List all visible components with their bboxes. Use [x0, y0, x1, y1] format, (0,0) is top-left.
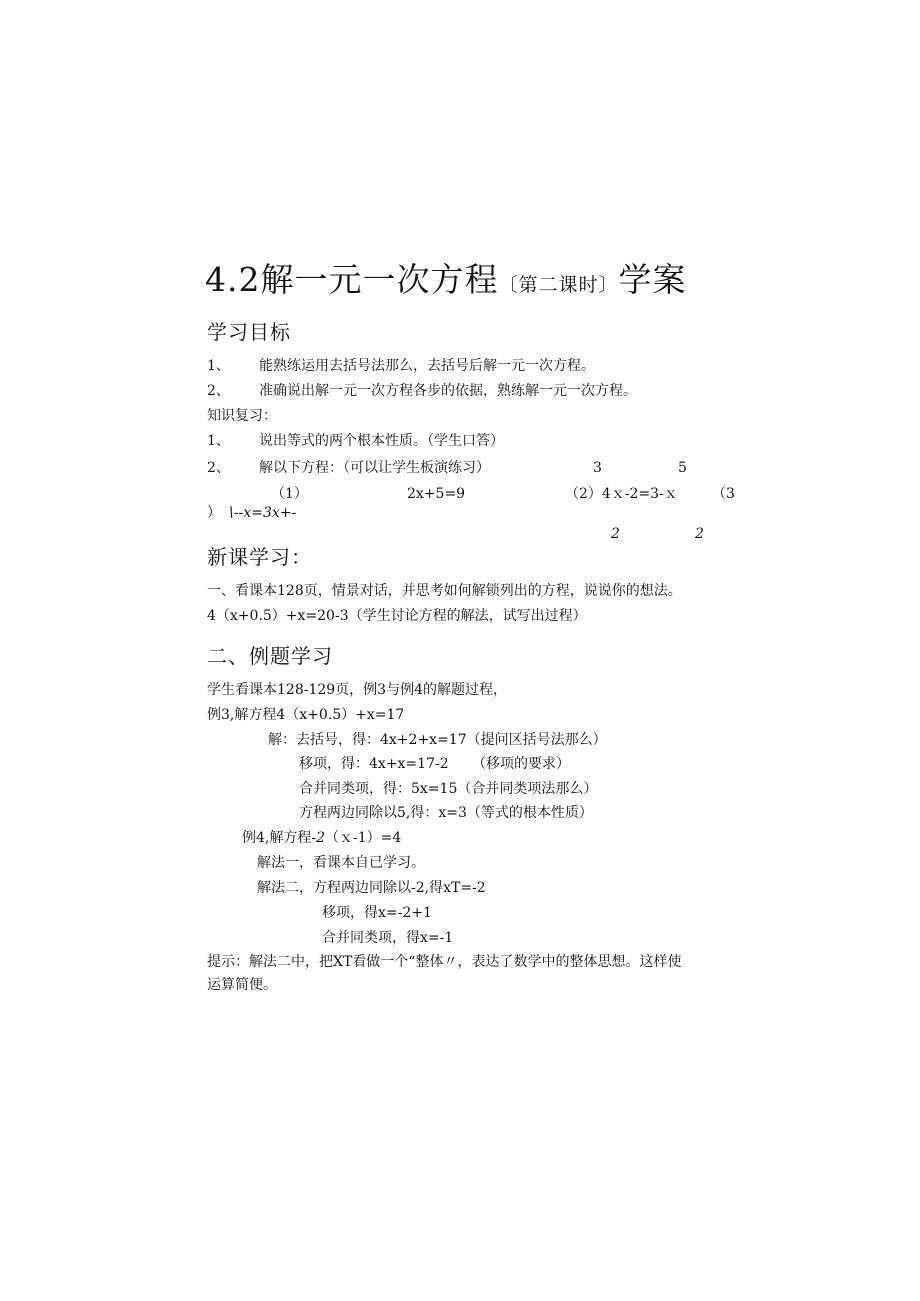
goal-2-text: 准确说出解一元一次方程各步的依据，熟练解一元一次方程。 [259, 383, 637, 399]
fraction-numerator-2: 5 [678, 460, 687, 476]
fraction-numerator-1: 3 [593, 460, 602, 476]
title-main-end: 学案 [618, 260, 687, 299]
example-4-method-2-step-2: 合并同类项，得x=-1 [322, 930, 454, 946]
title-main-start: 4.2解一元一次方程 [205, 260, 499, 299]
example-3-step-4: 方程两边同除以5,得：x=3（等式的根本性质） [299, 805, 593, 821]
examples-heading: 二、例题学习 [207, 644, 333, 668]
goals-heading: 学习目标 [207, 320, 291, 344]
examples-intro: 学生看课本128-129页，例3与例4的解题过程， [207, 682, 507, 698]
equation-1: 2x+5=9 [407, 486, 466, 502]
example-3-step-2-note: （移项的要求） [472, 756, 570, 772]
example-4-method-2-step-1: 移项，得x=-2+1 [322, 905, 432, 921]
new-lesson-line-1: 一、看课本128页，情景对话，并思考如何解锁列出的方程，说说你的想法。 [207, 583, 682, 599]
example-3-step-3: 合并同类项，得：5x=15（合并同类项法那么） [299, 781, 598, 797]
example-4-coefficient: -2 [311, 830, 325, 846]
example-4-method-2: 解法二，方程两边同除以-2,得xT=-2 [257, 880, 486, 896]
example-4-method-1: 解法一，看课本自已学习。 [257, 855, 425, 871]
equation-3-label: （3 [712, 486, 735, 502]
review-2-text: 解以下方程：（可以让学生板演练习） [259, 460, 490, 476]
example-3-step-1: 解：去括号，得：4x+2+x=17（提问区括号法那么） [268, 732, 607, 748]
equation-2: （2）4ｘ-2=3-ｘ [565, 486, 678, 502]
example-4-title [242, 828, 401, 848]
goal-1-number: 1、 [207, 358, 230, 374]
equation-3: ∖--x=3x+- [225, 505, 297, 521]
goal-2-number: 2、 [207, 383, 230, 399]
goal-1-text: 能熟练运用去括号法那么，去括号后解一元一次方程。 [259, 358, 595, 374]
review-2-number: 2、 [207, 460, 230, 476]
tip-line-1: 提示：解法二中，把XT看做一个“整体〃，表达了数学中的整体思想。这样使 [207, 954, 682, 970]
example-4-prefix: 例4,解方程 [242, 830, 312, 846]
tip-line-2: 运算简便。 [207, 977, 277, 993]
review-1-number: 1、 [207, 433, 230, 449]
page-title [205, 258, 687, 307]
title-subtitle: 〔第二课时〕 [498, 274, 619, 296]
example-4-suffix: （ｘ-1）=4 [325, 830, 402, 846]
example-3-title: 例3,解方程4（x+0.5）+x=17 [207, 707, 405, 723]
review-1-text: 说出等式的两个根本性质。（学生口答） [259, 433, 504, 449]
review-heading: 知识复习： [207, 408, 277, 424]
new-lesson-line-2: 4（x+0.5）+x=20-3（学生讨论方程的解法，试写出过程） [207, 608, 587, 624]
example-3-step-2: 移项，得：4x+x=17-2 [299, 756, 449, 772]
fraction-denominator-2: 2 [695, 526, 704, 542]
equation-3-label-cont: ） [207, 505, 221, 521]
equation-1-label: （1） [271, 486, 308, 502]
new-lesson-heading: 新课学习： [207, 545, 312, 569]
fraction-denominator-1: 2 [611, 526, 620, 542]
